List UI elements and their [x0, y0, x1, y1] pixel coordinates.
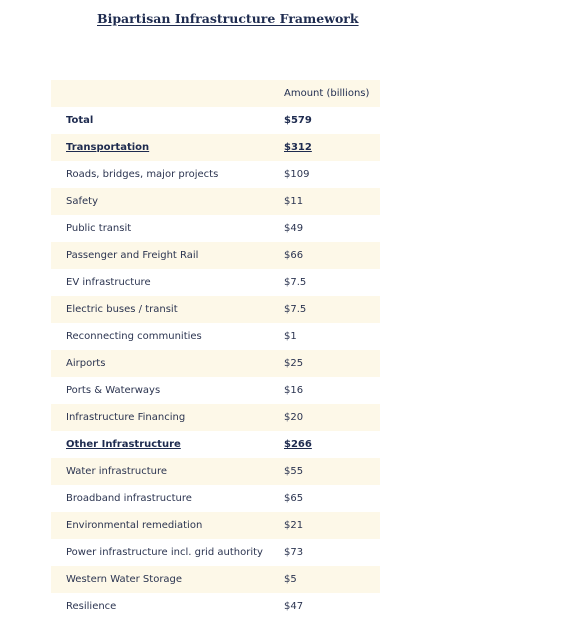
table-section-row — [51, 134, 380, 161]
row-label: Broadband infrastructure — [66, 493, 192, 504]
table-row — [51, 350, 380, 377]
row-amount: $20 — [284, 412, 304, 423]
row-label: EV infrastructure — [66, 277, 151, 288]
row-label: Resilience — [66, 601, 117, 612]
row-label: Electric buses / transit — [66, 304, 178, 315]
page-title: Bipartisan Infrastructure Framework — [97, 11, 359, 26]
row-label: Other Infrastructure — [66, 439, 181, 450]
row-label: Passenger and Freight Rail — [66, 250, 199, 261]
row-label: Water infrastructure — [66, 466, 167, 477]
row-label: Total — [66, 115, 94, 126]
row-amount: $579 — [284, 115, 312, 126]
row-amount: $55 — [284, 466, 304, 477]
table-row — [51, 323, 380, 350]
row-amount: $66 — [284, 250, 304, 261]
row-label: Airports — [66, 358, 106, 369]
row-amount: $11 — [284, 196, 304, 207]
row-amount: $65 — [284, 493, 304, 504]
table-row — [51, 512, 380, 539]
row-amount: $16 — [284, 385, 304, 396]
table-row — [51, 188, 380, 215]
table-section-row — [51, 431, 380, 458]
table-row — [51, 539, 380, 566]
table-row — [51, 296, 380, 323]
row-amount: $73 — [284, 547, 304, 558]
table-header-row — [51, 80, 380, 107]
row-label: Safety — [66, 196, 98, 207]
row-amount: $7.5 — [284, 304, 307, 315]
row-amount: $21 — [284, 520, 304, 531]
funding-table — [51, 80, 380, 620]
table-total-row — [51, 107, 380, 134]
row-amount: $1 — [284, 331, 297, 342]
table-row — [51, 161, 380, 188]
table-row — [51, 377, 380, 404]
row-label: Ports & Waterways — [66, 385, 161, 396]
row-label: Infrastructure Financing — [66, 412, 186, 423]
table-row — [51, 269, 380, 296]
row-label: Western Water Storage — [66, 574, 183, 585]
row-label: Public transit — [66, 223, 132, 234]
table-row — [51, 485, 380, 512]
row-amount: $312 — [284, 142, 312, 153]
table-row — [51, 242, 380, 269]
row-amount: $7.5 — [284, 277, 307, 288]
row-amount: $266 — [284, 439, 312, 450]
row-amount: $109 — [284, 169, 310, 180]
row-amount: $5 — [284, 574, 297, 585]
row-amount: $25 — [284, 358, 304, 369]
row-label: Environmental remediation — [66, 520, 203, 531]
table-row — [51, 593, 380, 620]
table-row — [51, 566, 380, 593]
row-label: Transportation — [66, 142, 150, 153]
row-amount: $47 — [284, 601, 304, 612]
table-row — [51, 404, 380, 431]
header-amount-cell: Amount (billions) — [284, 88, 370, 99]
row-label: Power infrastructure incl. grid authority — [66, 547, 263, 558]
table-row — [51, 215, 380, 242]
row-label: Roads, bridges, major projects — [66, 169, 219, 180]
row-amount: $49 — [284, 223, 304, 234]
table-body — [51, 107, 380, 620]
row-label: Reconnecting communities — [66, 331, 202, 342]
table-row — [51, 458, 380, 485]
